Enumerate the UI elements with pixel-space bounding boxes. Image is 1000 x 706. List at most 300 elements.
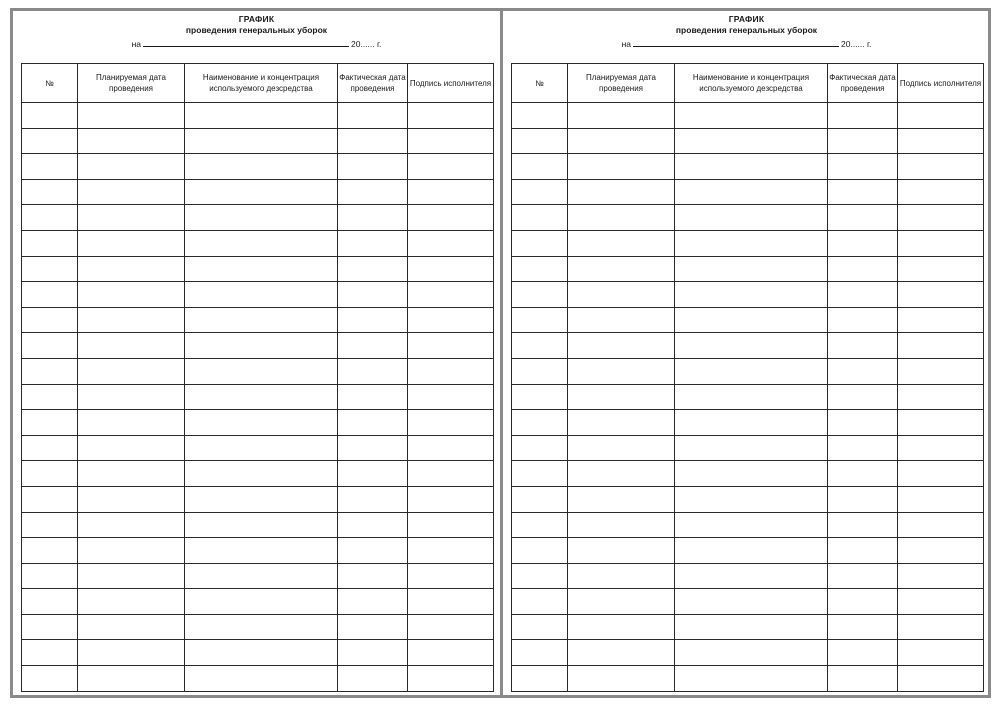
table-row — [512, 640, 984, 666]
cell-signature[interactable] — [898, 563, 984, 589]
table-header-row — [22, 64, 494, 103]
cell-disinfectant[interactable] — [675, 154, 828, 180]
cell-signature[interactable] — [408, 538, 494, 564]
table-row — [512, 179, 984, 205]
cell-planned-date[interactable] — [78, 666, 185, 692]
cell-number[interactable] — [22, 563, 78, 589]
cell-planned-date[interactable] — [78, 538, 185, 564]
cell-planned-date[interactable] — [78, 103, 185, 129]
cell-actual-date[interactable] — [338, 538, 408, 564]
cell-signature[interactable] — [898, 282, 984, 308]
table-row — [512, 307, 984, 333]
col-header-signature: Подпись исполнителя — [408, 64, 494, 103]
cell-actual-date[interactable] — [338, 435, 408, 461]
cell-disinfectant[interactable] — [675, 614, 828, 640]
date-suffix: 20...... г. — [841, 39, 872, 49]
form-subtitle: проведения генеральных уборок — [185, 25, 328, 35]
cell-number[interactable] — [22, 538, 78, 564]
cell-planned-date[interactable] — [568, 307, 675, 333]
cell-disinfectant[interactable] — [185, 640, 338, 666]
cell-number[interactable] — [512, 512, 568, 538]
cell-planned-date[interactable] — [568, 128, 675, 154]
cell-number[interactable] — [22, 333, 78, 359]
cell-signature[interactable] — [898, 307, 984, 333]
cell-planned-date[interactable] — [568, 333, 675, 359]
table-row — [512, 486, 984, 512]
cell-disinfectant[interactable] — [185, 128, 338, 154]
cell-signature[interactable] — [408, 307, 494, 333]
cell-number[interactable] — [512, 282, 568, 308]
cell-planned-date[interactable] — [568, 486, 675, 512]
cell-planned-date[interactable] — [568, 256, 675, 282]
schedule-table — [511, 63, 984, 692]
schedule-table — [21, 63, 494, 692]
table-row — [512, 435, 984, 461]
cell-number[interactable] — [22, 307, 78, 333]
cell-planned-date[interactable] — [568, 410, 675, 436]
cell-number[interactable] — [512, 179, 568, 205]
table-row — [22, 205, 494, 231]
table-row — [512, 282, 984, 308]
cell-disinfectant[interactable] — [185, 282, 338, 308]
cell-disinfectant[interactable] — [185, 589, 338, 615]
table-row — [512, 461, 984, 487]
table-row — [512, 103, 984, 129]
cell-signature[interactable] — [898, 103, 984, 129]
cell-signature[interactable] — [408, 512, 494, 538]
cell-number[interactable] — [22, 128, 78, 154]
cell-number[interactable] — [22, 103, 78, 129]
cell-disinfectant[interactable] — [675, 461, 828, 487]
cell-actual-date[interactable] — [338, 333, 408, 359]
form-header — [503, 14, 990, 51]
cell-planned-date[interactable] — [568, 666, 675, 692]
table-row — [22, 128, 494, 154]
cell-number[interactable] — [512, 230, 568, 256]
table-row — [512, 256, 984, 282]
cell-planned-date[interactable] — [568, 230, 675, 256]
cell-disinfectant[interactable] — [675, 563, 828, 589]
cell-number[interactable] — [512, 384, 568, 410]
table-row — [22, 154, 494, 180]
cell-actual-date[interactable] — [828, 435, 898, 461]
cell-number[interactable] — [512, 154, 568, 180]
cell-actual-date[interactable] — [338, 512, 408, 538]
table-row — [512, 512, 984, 538]
cell-disinfectant[interactable] — [185, 230, 338, 256]
cell-planned-date[interactable] — [568, 179, 675, 205]
table-row — [22, 614, 494, 640]
cell-planned-date[interactable] — [78, 307, 185, 333]
cell-number[interactable] — [22, 410, 78, 436]
cell-planned-date[interactable] — [78, 230, 185, 256]
cell-planned-date[interactable] — [78, 461, 185, 487]
col-header-actual-date: Фактическая дата проведения — [828, 64, 898, 103]
cell-planned-date[interactable] — [568, 384, 675, 410]
cell-disinfectant[interactable] — [185, 563, 338, 589]
cell-actual-date[interactable] — [338, 154, 408, 180]
cell-actual-date[interactable] — [828, 410, 898, 436]
cell-actual-date[interactable] — [828, 589, 898, 615]
cell-actual-date[interactable] — [828, 282, 898, 308]
cell-disinfectant[interactable] — [185, 538, 338, 564]
cell-planned-date[interactable] — [78, 486, 185, 512]
cell-planned-date[interactable] — [568, 358, 675, 384]
cell-disinfectant[interactable] — [675, 666, 828, 692]
cell-number[interactable] — [512, 614, 568, 640]
cell-actual-date[interactable] — [338, 282, 408, 308]
cell-number[interactable] — [512, 461, 568, 487]
cell-signature[interactable] — [408, 614, 494, 640]
cell-disinfectant[interactable] — [185, 307, 338, 333]
cell-disinfectant[interactable] — [675, 103, 828, 129]
cell-signature[interactable] — [408, 179, 494, 205]
cell-actual-date[interactable] — [828, 358, 898, 384]
cell-actual-date[interactable] — [338, 307, 408, 333]
cell-disinfectant[interactable] — [185, 358, 338, 384]
cell-disinfectant[interactable] — [185, 512, 338, 538]
cell-disinfectant[interactable] — [185, 435, 338, 461]
cell-planned-date[interactable] — [568, 640, 675, 666]
cell-signature[interactable] — [898, 154, 984, 180]
cell-actual-date[interactable] — [828, 179, 898, 205]
cell-signature[interactable] — [408, 103, 494, 129]
table-row — [22, 333, 494, 359]
cell-signature[interactable] — [408, 435, 494, 461]
cell-number[interactable] — [22, 589, 78, 615]
cell-disinfectant[interactable] — [185, 333, 338, 359]
cell-planned-date[interactable] — [78, 435, 185, 461]
cell-disinfectant[interactable] — [185, 384, 338, 410]
cell-disinfectant[interactable] — [185, 614, 338, 640]
cell-actual-date[interactable] — [828, 640, 898, 666]
cell-signature[interactable] — [898, 333, 984, 359]
cell-planned-date[interactable] — [78, 282, 185, 308]
cell-actual-date[interactable] — [338, 230, 408, 256]
cell-actual-date[interactable] — [828, 461, 898, 487]
cell-planned-date[interactable] — [78, 384, 185, 410]
table-row — [22, 103, 494, 129]
cell-number[interactable] — [512, 589, 568, 615]
cell-signature[interactable] — [898, 230, 984, 256]
cell-number[interactable] — [22, 154, 78, 180]
cell-signature[interactable] — [898, 205, 984, 231]
cell-planned-date[interactable] — [568, 205, 675, 231]
cell-disinfectant[interactable] — [675, 486, 828, 512]
table-row — [22, 512, 494, 538]
form-header — [13, 14, 500, 51]
cell-disinfectant[interactable] — [675, 307, 828, 333]
cell-disinfectant[interactable] — [185, 256, 338, 282]
cell-number[interactable] — [22, 384, 78, 410]
cell-planned-date[interactable] — [568, 435, 675, 461]
cell-number[interactable] — [22, 640, 78, 666]
cell-disinfectant[interactable] — [675, 410, 828, 436]
cell-disinfectant[interactable] — [675, 282, 828, 308]
form-title: ГРАФИК — [238, 14, 275, 24]
cell-actual-date[interactable] — [338, 640, 408, 666]
cell-planned-date[interactable] — [78, 179, 185, 205]
cell-number[interactable] — [22, 486, 78, 512]
cell-actual-date[interactable] — [828, 154, 898, 180]
table-row — [512, 589, 984, 615]
col-header-actual-date: Фактическая дата проведения — [338, 64, 408, 103]
cell-actual-date[interactable] — [338, 410, 408, 436]
date-suffix: 20...... г. — [351, 39, 382, 49]
cell-number[interactable] — [512, 205, 568, 231]
cell-actual-date[interactable] — [338, 563, 408, 589]
cell-planned-date[interactable] — [78, 358, 185, 384]
cell-signature[interactable] — [898, 435, 984, 461]
cell-actual-date[interactable] — [828, 666, 898, 692]
cell-signature[interactable] — [408, 640, 494, 666]
cell-signature[interactable] — [898, 256, 984, 282]
cell-planned-date[interactable] — [78, 333, 185, 359]
cell-signature[interactable] — [408, 410, 494, 436]
cell-number[interactable] — [512, 563, 568, 589]
cell-number[interactable] — [512, 256, 568, 282]
cell-number[interactable] — [512, 307, 568, 333]
cell-number[interactable] — [512, 435, 568, 461]
cell-actual-date[interactable] — [338, 666, 408, 692]
cell-planned-date[interactable] — [78, 205, 185, 231]
cell-actual-date[interactable] — [828, 307, 898, 333]
cell-number[interactable] — [22, 461, 78, 487]
col-header-planned-date: Планируемая дата проведения — [78, 64, 185, 103]
cell-actual-date[interactable] — [828, 205, 898, 231]
cell-actual-date[interactable] — [828, 103, 898, 129]
table-row — [22, 358, 494, 384]
form-subtitle: проведения генеральных уборок — [675, 25, 818, 35]
cell-disinfectant[interactable] — [185, 205, 338, 231]
cell-disinfectant[interactable] — [675, 179, 828, 205]
cell-actual-date[interactable] — [338, 461, 408, 487]
table-row — [22, 461, 494, 487]
cell-number[interactable] — [22, 666, 78, 692]
cell-disinfectant[interactable] — [185, 666, 338, 692]
cell-signature[interactable] — [898, 486, 984, 512]
cell-disinfectant[interactable] — [675, 256, 828, 282]
cell-planned-date[interactable] — [78, 256, 185, 282]
table-row — [22, 230, 494, 256]
document-sheet — [10, 8, 991, 698]
table-row — [512, 563, 984, 589]
cell-number[interactable] — [512, 486, 568, 512]
cell-disinfectant[interactable] — [675, 589, 828, 615]
cell-actual-date[interactable] — [828, 538, 898, 564]
cell-disinfectant[interactable] — [675, 333, 828, 359]
table-header-row — [512, 64, 984, 103]
col-header-disinfectant: Наименование и концентрация используемого дезсредства — [675, 64, 828, 103]
cell-signature[interactable] — [408, 256, 494, 282]
cell-signature[interactable] — [408, 230, 494, 256]
cell-number[interactable] — [22, 435, 78, 461]
cell-signature[interactable] — [898, 614, 984, 640]
cell-planned-date[interactable] — [568, 154, 675, 180]
cell-signature[interactable] — [408, 563, 494, 589]
cell-signature[interactable] — [408, 205, 494, 231]
cell-signature[interactable] — [898, 128, 984, 154]
cell-signature[interactable] — [408, 154, 494, 180]
cell-disinfectant[interactable] — [675, 640, 828, 666]
cell-disinfectant[interactable] — [675, 538, 828, 564]
cell-planned-date[interactable] — [78, 614, 185, 640]
cell-disinfectant[interactable] — [675, 358, 828, 384]
cell-planned-date[interactable] — [78, 154, 185, 180]
table-row — [22, 538, 494, 564]
cell-signature[interactable] — [408, 461, 494, 487]
table-row — [22, 179, 494, 205]
table-row — [512, 410, 984, 436]
cell-actual-date[interactable] — [338, 205, 408, 231]
cell-signature[interactable] — [898, 589, 984, 615]
cell-planned-date[interactable] — [78, 640, 185, 666]
cell-actual-date[interactable] — [828, 486, 898, 512]
cell-disinfectant[interactable] — [675, 512, 828, 538]
cell-number[interactable] — [22, 512, 78, 538]
cell-disinfectant[interactable] — [185, 154, 338, 180]
table-row — [22, 307, 494, 333]
cell-disinfectant[interactable] — [675, 384, 828, 410]
cell-number[interactable] — [512, 666, 568, 692]
cell-number[interactable] — [22, 205, 78, 231]
cell-signature[interactable] — [898, 640, 984, 666]
table-row — [512, 538, 984, 564]
cell-number[interactable] — [512, 410, 568, 436]
cell-number[interactable] — [512, 538, 568, 564]
cell-number[interactable] — [22, 614, 78, 640]
table-row — [512, 358, 984, 384]
col-header-planned-date: Планируемая дата проведения — [568, 64, 675, 103]
table-row — [512, 614, 984, 640]
cell-signature[interactable] — [408, 333, 494, 359]
table-row — [22, 410, 494, 436]
cell-number[interactable] — [512, 358, 568, 384]
cell-signature[interactable] — [898, 538, 984, 564]
cell-disinfectant[interactable] — [185, 486, 338, 512]
cell-signature[interactable] — [898, 410, 984, 436]
date-line — [503, 37, 990, 51]
cell-actual-date[interactable] — [338, 486, 408, 512]
cell-planned-date[interactable] — [568, 563, 675, 589]
cell-signature[interactable] — [408, 358, 494, 384]
table-row — [22, 384, 494, 410]
table-row — [512, 333, 984, 359]
cell-actual-date[interactable] — [828, 128, 898, 154]
cell-signature[interactable] — [408, 589, 494, 615]
table-row — [22, 666, 494, 692]
table-row — [22, 640, 494, 666]
date-blank — [143, 38, 349, 47]
cell-signature[interactable] — [408, 128, 494, 154]
col-header-number: № — [22, 64, 78, 103]
cell-actual-date[interactable] — [338, 614, 408, 640]
table-row — [512, 666, 984, 692]
page-left — [13, 11, 500, 695]
cell-number[interactable] — [22, 282, 78, 308]
table-row — [22, 256, 494, 282]
cell-actual-date[interactable] — [828, 614, 898, 640]
cell-planned-date[interactable] — [568, 282, 675, 308]
date-prefix: на — [131, 39, 141, 49]
cell-number[interactable] — [512, 103, 568, 129]
cell-planned-date[interactable] — [78, 589, 185, 615]
cell-signature[interactable] — [408, 384, 494, 410]
page-right — [503, 11, 990, 695]
date-prefix: на — [621, 39, 631, 49]
table-row — [22, 589, 494, 615]
cell-actual-date[interactable] — [828, 256, 898, 282]
cell-planned-date[interactable] — [568, 103, 675, 129]
cell-disinfectant[interactable] — [185, 461, 338, 487]
cell-number[interactable] — [22, 179, 78, 205]
table-body — [22, 103, 494, 692]
cell-signature[interactable] — [898, 384, 984, 410]
cell-actual-date[interactable] — [828, 512, 898, 538]
cell-planned-date[interactable] — [78, 410, 185, 436]
cell-planned-date[interactable] — [78, 512, 185, 538]
cell-disinfectant[interactable] — [675, 205, 828, 231]
cell-actual-date[interactable] — [828, 230, 898, 256]
cell-signature[interactable] — [408, 666, 494, 692]
cell-actual-date[interactable] — [338, 179, 408, 205]
table-body — [512, 103, 984, 692]
cell-signature[interactable] — [898, 358, 984, 384]
cell-number[interactable] — [22, 230, 78, 256]
cell-planned-date[interactable] — [568, 461, 675, 487]
cell-signature[interactable] — [898, 512, 984, 538]
cell-disinfectant[interactable] — [675, 128, 828, 154]
cell-planned-date[interactable] — [78, 563, 185, 589]
cell-signature[interactable] — [898, 461, 984, 487]
cell-planned-date[interactable] — [568, 538, 675, 564]
cell-planned-date[interactable] — [568, 614, 675, 640]
cell-disinfectant[interactable] — [185, 103, 338, 129]
cell-actual-date[interactable] — [338, 256, 408, 282]
cell-actual-date[interactable] — [828, 563, 898, 589]
cell-disinfectant[interactable] — [185, 410, 338, 436]
cell-number[interactable] — [512, 333, 568, 359]
cell-actual-date[interactable] — [338, 128, 408, 154]
cell-signature[interactable] — [408, 282, 494, 308]
cell-signature[interactable] — [408, 486, 494, 512]
cell-number[interactable] — [512, 640, 568, 666]
cell-number[interactable] — [512, 128, 568, 154]
cell-planned-date[interactable] — [78, 128, 185, 154]
form-title: ГРАФИК — [728, 14, 765, 24]
cell-actual-date[interactable] — [338, 589, 408, 615]
col-header-number: № — [512, 64, 568, 103]
cell-actual-date[interactable] — [828, 384, 898, 410]
cell-planned-date[interactable] — [568, 589, 675, 615]
table-row — [22, 486, 494, 512]
cell-actual-date[interactable] — [338, 103, 408, 129]
cell-actual-date[interactable] — [338, 384, 408, 410]
cell-disinfectant[interactable] — [185, 179, 338, 205]
cell-actual-date[interactable] — [338, 358, 408, 384]
cell-number[interactable] — [22, 256, 78, 282]
cell-disinfectant[interactable] — [675, 435, 828, 461]
cell-number[interactable] — [22, 358, 78, 384]
cell-planned-date[interactable] — [568, 512, 675, 538]
cell-disinfectant[interactable] — [675, 230, 828, 256]
cell-signature[interactable] — [898, 179, 984, 205]
cell-actual-date[interactable] — [828, 333, 898, 359]
cell-signature[interactable] — [898, 666, 984, 692]
table-row — [512, 230, 984, 256]
date-blank — [633, 38, 839, 47]
col-header-disinfectant: Наименование и концентрация используемого дезсредства — [185, 64, 338, 103]
